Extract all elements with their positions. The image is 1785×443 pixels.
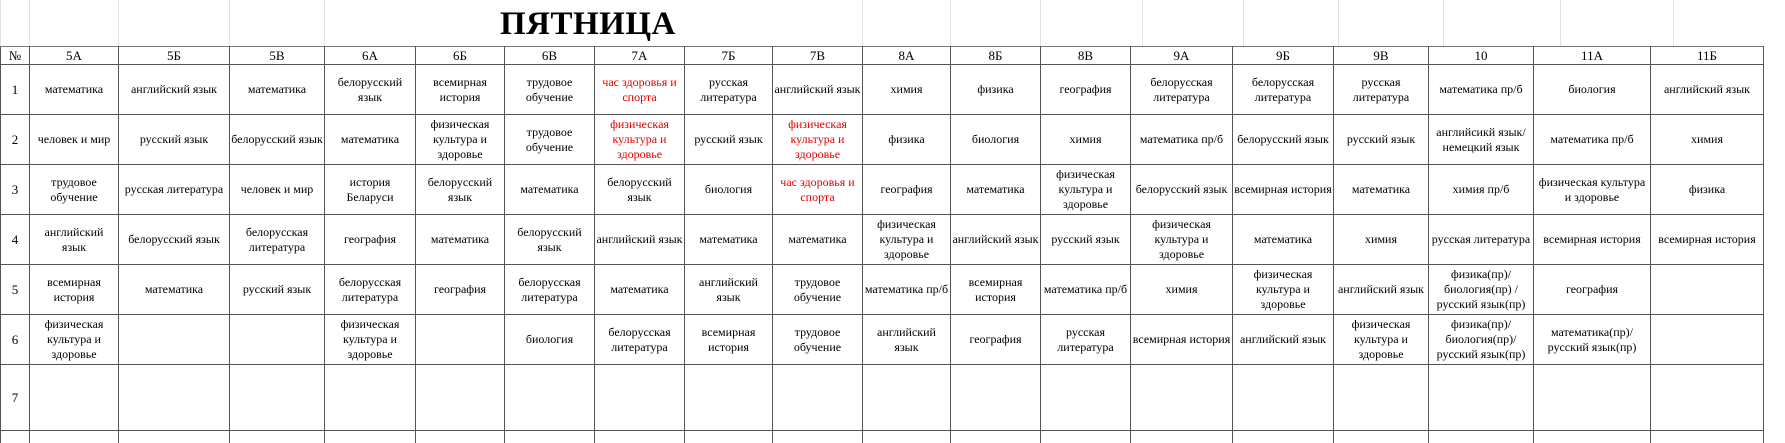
gridline [29,0,30,46]
class-header: 5В [230,47,325,65]
lesson-cell: английский язык [595,215,685,265]
lesson-cell [416,365,505,431]
lesson-cell: биология [1534,65,1651,115]
lesson-cell: трудовое обучение [505,115,595,165]
lesson-cell: английский язык [30,215,119,265]
empty-cell [951,431,1041,443]
lesson-cell [1334,365,1429,431]
class-header: 11Б [1651,47,1764,65]
lesson-row [1,315,1764,365]
gridline [229,0,230,46]
lesson-cell: английский язык [863,315,951,365]
lesson-cell: английский язык [773,65,863,115]
lesson-cell: белорусская литература [1131,65,1233,115]
empty-cell [1233,431,1334,443]
lesson-cell: всемирная история [1233,165,1334,215]
gridline [1673,0,1674,46]
class-header: 6В [505,47,595,65]
header-row [1,47,1764,65]
lesson-cell: белорусская литература [505,265,595,315]
class-header: 5А [30,47,119,65]
lesson-cell: физика(пр)/биология(пр)/русский язык(пр) [1429,315,1534,365]
lesson-cell [685,365,773,431]
lesson-cell: химия [863,65,951,115]
lesson-cell: белорусский язык [416,165,505,215]
lesson-cell: физическая культура и здоровье [773,115,863,165]
lesson-cell: математика пр/б [1534,115,1651,165]
lesson-row [1,215,1764,265]
class-header: 8А [863,47,951,65]
lesson-cell [951,365,1041,431]
lesson-cell: история Беларуси [325,165,416,215]
lesson-cell: всемирная история [951,265,1041,315]
lesson-cell: английский язык [1651,65,1764,115]
lesson-row [1,65,1764,115]
empty-cell [1,431,30,443]
lesson-cell: математика [119,265,230,315]
lesson-cell: биология [505,315,595,365]
lesson-cell: физическая культура и здоровье [325,315,416,365]
lesson-cell: русский язык [1334,115,1429,165]
trailing-row [1,431,1764,443]
empty-cell [685,431,773,443]
gridline [862,0,863,46]
lesson-cell: математика(пр)/ русский язык(пр) [1534,315,1651,365]
lesson-row [1,115,1764,165]
lesson-cell: физика [1651,165,1764,215]
empty-cell [863,431,951,443]
lesson-cell: трудовое обучение [30,165,119,215]
lesson-cell: белорусский язык [1131,165,1233,215]
lesson-cell: русская литература [1041,315,1131,365]
lesson-cell: химия [1651,115,1764,165]
empty-cell [416,431,505,443]
lesson-cell: биология [685,165,773,215]
class-header: 8Б [951,47,1041,65]
lesson-cell: математика пр/б [1041,265,1131,315]
lesson-cell: русский язык [230,265,325,315]
lesson-cell: математика [951,165,1041,215]
lesson-number: 1 [1,65,30,115]
lesson-cell: физическая культура и здоровье [1534,165,1651,215]
lesson-cell: русский язык [685,115,773,165]
lesson-cell: человек и мир [230,165,325,215]
class-header: 7В [773,47,863,65]
lesson-cell: белорусский язык [595,165,685,215]
lesson-number: 2 [1,115,30,165]
lesson-cell: математика [1233,215,1334,265]
class-header: 6А [325,47,416,65]
lesson-cell [416,315,505,365]
lesson-cell: математика пр/б [1429,65,1534,115]
lesson-cell: математика [325,115,416,165]
lesson-cell [30,365,119,431]
empty-cell [1534,431,1651,443]
lesson-row [1,165,1764,215]
empty-cell [505,431,595,443]
lesson-cell [119,365,230,431]
lesson-cell: география [325,215,416,265]
class-header: 5Б [119,47,230,65]
empty-cell [30,431,119,443]
gridline [324,0,325,46]
lesson-cell: всемирная история [685,315,773,365]
class-header: 11А [1534,47,1651,65]
lesson-cell: белорусская литература [325,265,416,315]
lesson-number: 6 [1,315,30,365]
lesson-cell: математика [773,215,863,265]
lesson-cell: человек и мир [30,115,119,165]
lesson-cell: физическая культура и здоровье [416,115,505,165]
lesson-cell: география [951,315,1041,365]
lesson-cell: химия [1334,215,1429,265]
empty-cell [595,431,685,443]
lesson-cell: химия [1041,115,1131,165]
gridline [950,0,951,46]
lesson-cell [119,315,230,365]
gridline [1040,0,1041,46]
lesson-cell: математика [595,265,685,315]
lesson-number: 7 [1,365,30,431]
lesson-number: 3 [1,165,30,215]
lesson-cell: химия [1131,265,1233,315]
empty-cell [773,431,863,443]
lesson-cell: русская литература [1429,215,1534,265]
schedule-table [0,46,1764,443]
lesson-cell: физическая культура и здоровье [863,215,951,265]
class-header: 9В [1334,47,1429,65]
lesson-cell: география [416,265,505,315]
lesson-cell [863,365,951,431]
lesson-cell: биология [951,115,1041,165]
number-header: № [1,47,30,65]
class-header: 9Б [1233,47,1334,65]
lesson-cell: русский язык [1041,215,1131,265]
lesson-cell: английский язык [1233,315,1334,365]
gridline [1243,0,1244,46]
lesson-cell: русская литература [685,65,773,115]
empty-cell [1131,431,1233,443]
lesson-cell: русская литература [1334,65,1429,115]
gridline [1560,0,1561,46]
lesson-cell: математика [505,165,595,215]
lesson-cell: английский язык [1334,265,1429,315]
lesson-cell: география [1534,265,1651,315]
lesson-cell [230,315,325,365]
lesson-cell: белорусский язык [1233,115,1334,165]
gridline [1338,0,1339,46]
gridline [1443,0,1444,46]
empty-cell [119,431,230,443]
lesson-cell [230,365,325,431]
lesson-cell: физическая культура и здоровье [1131,215,1233,265]
empty-cell [1429,431,1534,443]
lesson-cell [773,365,863,431]
empty-cell [325,431,416,443]
lesson-cell: химия пр/б [1429,165,1534,215]
lesson-cell: математика [30,65,119,115]
lesson-cell: английский язык [685,265,773,315]
lesson-cell: всемирная история [1131,315,1233,365]
lesson-cell [1534,365,1651,431]
lesson-cell: белорусский язык [119,215,230,265]
lesson-cell: математика [685,215,773,265]
lesson-cell: физическая культура и здоровье [1233,265,1334,315]
lesson-cell: трудовое обучение [773,315,863,365]
lesson-cell: английсикй язык/немецкий язык [1429,115,1534,165]
lesson-cell: белорусская литература [1233,65,1334,115]
lesson-cell: белорусская литература [230,215,325,265]
lesson-cell [1131,365,1233,431]
lesson-cell: математика [230,65,325,115]
lesson-cell: география [1041,65,1131,115]
lesson-cell: всемирная история [416,65,505,115]
lesson-cell: английский язык [951,215,1041,265]
lesson-cell: английский язык [119,65,230,115]
lesson-cell [505,365,595,431]
lesson-number: 4 [1,215,30,265]
lesson-cell: русский язык [119,115,230,165]
lesson-cell: белорусская литература [595,315,685,365]
class-header: 7Б [685,47,773,65]
class-header: 8В [1041,47,1131,65]
lesson-cell: час здоровья и спорта [773,165,863,215]
empty-cell [1041,431,1131,443]
lesson-cell [1651,265,1764,315]
lesson-cell: белорусский язык [325,65,416,115]
lesson-cell: всемирная история [1534,215,1651,265]
lesson-cell: всемирная история [1651,215,1764,265]
lesson-cell: час здоровья и спорта [595,65,685,115]
lesson-row [1,365,1764,431]
empty-cell [1334,431,1429,443]
lesson-cell: трудовое обучение [773,265,863,315]
class-header: 9А [1131,47,1233,65]
gridline [118,0,119,46]
lesson-cell: география [863,165,951,215]
lesson-number: 5 [1,265,30,315]
lesson-cell [325,365,416,431]
page-title: ПЯТНИЦА [500,4,676,44]
lesson-cell: физическая культура и здоровье [1334,315,1429,365]
lesson-row [1,265,1764,315]
lesson-cell: физическая культура и здоровье [1041,165,1131,215]
lesson-cell: русская литература [119,165,230,215]
empty-cell [1651,431,1764,443]
lesson-cell: физика(пр)/биология(пр) /русский язык(пр) [1429,265,1534,315]
lesson-cell: физическая культура и здоровье [30,315,119,365]
lesson-cell: математика пр/б [1131,115,1233,165]
class-header: 10 [1429,47,1534,65]
lesson-cell [595,365,685,431]
lesson-cell [1651,365,1764,431]
lesson-cell: математика [416,215,505,265]
lesson-cell: физика [951,65,1041,115]
empty-cell [230,431,325,443]
lesson-cell: математика пр/б [863,265,951,315]
lesson-cell: физика [863,115,951,165]
lesson-cell: белорусский язык [505,215,595,265]
class-header: 7А [595,47,685,65]
lesson-cell [1233,365,1334,431]
lesson-cell: математика [1334,165,1429,215]
lesson-cell [1651,315,1764,365]
class-header: 6Б [416,47,505,65]
lesson-cell [1429,365,1534,431]
lesson-cell: трудовое обучение [505,65,595,115]
lesson-cell: физическая культура и здоровье [595,115,685,165]
schedule-body [1,65,1764,443]
title-row [0,0,1785,46]
gridline [1142,0,1143,46]
lesson-cell: всемирная история [30,265,119,315]
lesson-cell [1041,365,1131,431]
lesson-cell: белорусский язык [230,115,325,165]
